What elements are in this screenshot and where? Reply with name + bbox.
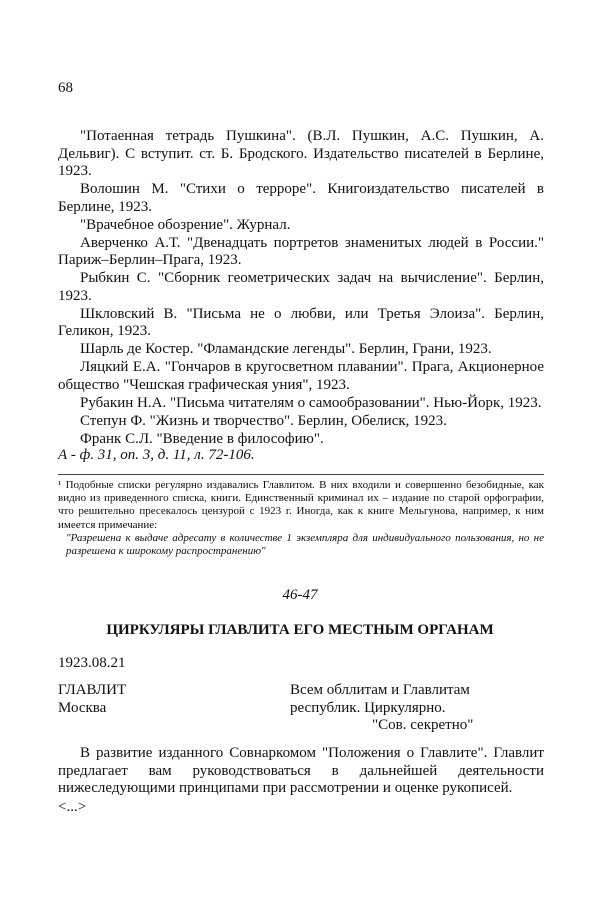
book-list bbox=[58, 128, 544, 449]
list-item: Франк С.Л. "Введение в философию". bbox=[80, 430, 324, 447]
recipient-line: республик. Циркулярно. bbox=[290, 699, 446, 716]
sender-org: ГЛАВЛИТ bbox=[58, 682, 127, 698]
footnote-divider bbox=[58, 474, 544, 475]
list-item: "Потаенная тетрадь Пушкина". (В.Л. Пушкин, А.С. Пушкин, А. Дельвиг). С вступит. ст. Б. Бродского. Издательство писателей в Берлине, 1923. bbox=[58, 128, 544, 179]
list-item: Степун Ф. "Жизнь и творчество". Берлин, Обелиск, 1923. bbox=[80, 412, 447, 429]
document-title: ЦИРКУЛЯРЫ ГЛАВЛИТА ЕГО МЕСТНЫМ ОРГАНАМ bbox=[106, 622, 494, 638]
document-number: 46-47 bbox=[282, 587, 318, 603]
document-body: В развитие изданного Совнаркомом "Положения о Главлите". Главлит предлагает вам руководствоваться в дальнейшей деятельности нижеследующими принципами при рассмотрении и оценке рукописей. bbox=[58, 745, 544, 796]
sender-city: Москва bbox=[58, 699, 107, 716]
list-item: Рыбкин С. "Сборник геометрических задач на вычисление". Берлин, 1923. bbox=[58, 270, 544, 304]
omission-mark: <...> bbox=[58, 799, 87, 815]
recipient-line: Всем обллитам и Главлитам bbox=[290, 682, 470, 698]
list-item: Волошин М. "Стихи о терроре". Книгоиздательство писателей в Берлине, 1923. bbox=[58, 181, 544, 215]
list-item: Шарль де Костер. "Фламандские легенды". Берлин, Грани, 1923. bbox=[80, 341, 492, 357]
sender-block bbox=[58, 682, 126, 717]
list-item: Аверченко А.Т. "Двенадцать портретов знаменитых людей в России." Париж–Берлин–Прага, 1923. bbox=[58, 234, 544, 268]
document-date: 1923.08.21 bbox=[58, 655, 126, 671]
list-item: Рубакин Н.А. "Письма читателям о самообразовании". Нью-Йорк, 1923. bbox=[80, 394, 542, 411]
list-item: "Врачебное обозрение". Журнал. bbox=[80, 216, 291, 233]
list-item: Ляцкий Е.А. "Гончаров в кругосветном плавании". Прага, Акционерное общество "Чешская графическая уния", 1923. bbox=[58, 359, 544, 393]
page-number: 68 bbox=[58, 80, 73, 96]
footnote-quote: "Разрешена к выдаче адресату в количестве 1 экземпляра для индивидуального пользования, но не разрешена к широкому распространению" bbox=[66, 531, 544, 558]
classification-mark: "Сов. секретно" bbox=[372, 717, 474, 733]
recipient-block bbox=[290, 682, 550, 735]
archive-reference: А - ф. 31, оп. 3, д. 11, л. 72-106. bbox=[58, 447, 255, 463]
footnote bbox=[58, 479, 544, 558]
list-item: Шкловский В. "Письма не о любви, или Третья Элоиза". Берлин, Геликон, 1923. bbox=[58, 305, 544, 339]
footnote-text: ¹ Подобные списки регулярно издавались Главлитом. В них входили и совершенно безобидные, как видно из приведенного списка, книги. Единственный криминал их – издание по старой орфографии, что решительно пресекалось цензурой с 1923 г. Иногда, как к книге Мельгунова, например, к ним имеется примечание: bbox=[58, 479, 544, 531]
